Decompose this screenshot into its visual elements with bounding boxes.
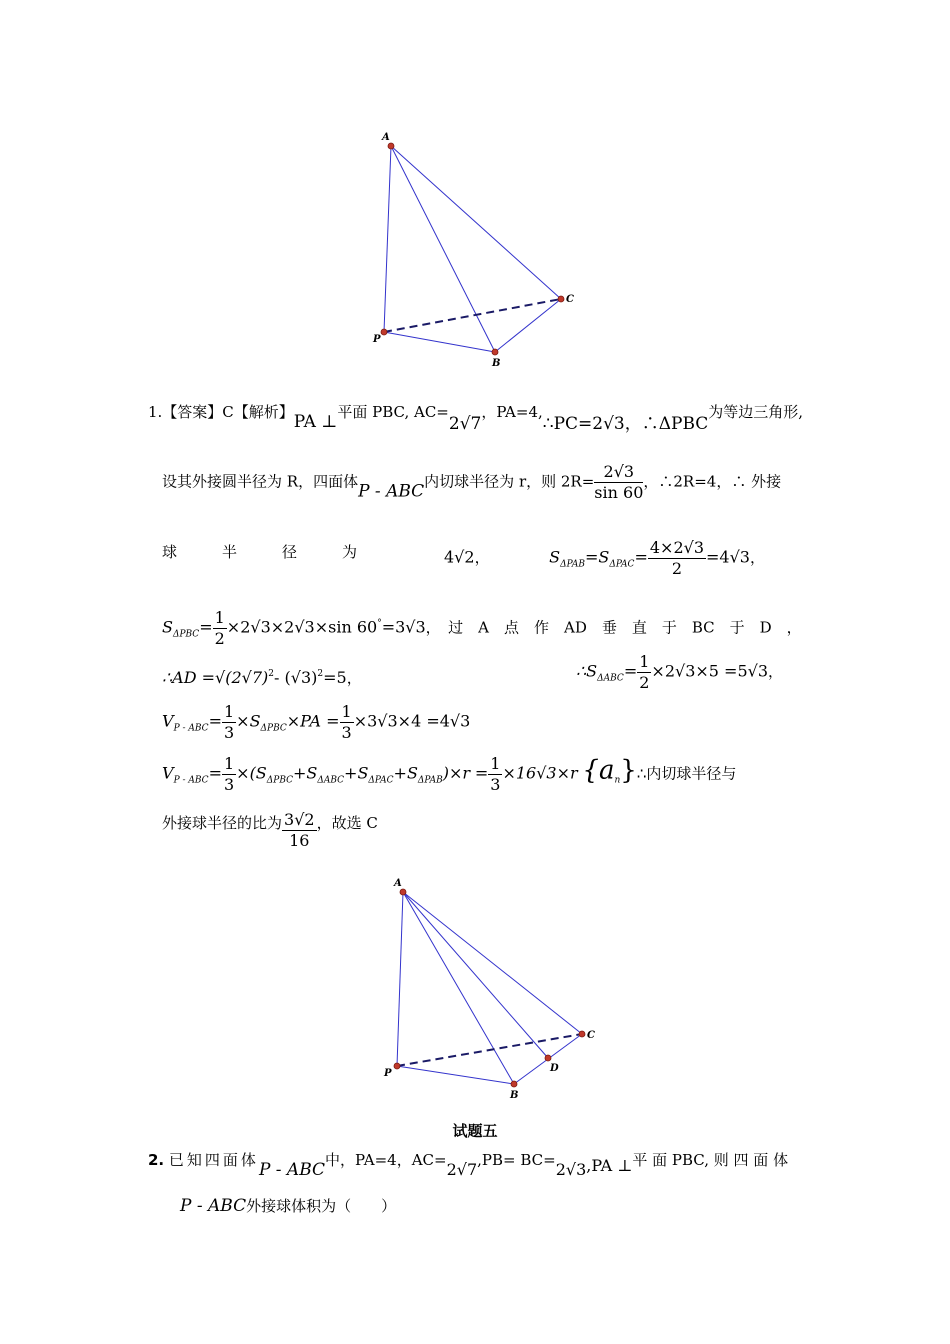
fraction-1-over-2: $\frac{1}{2}$ [214,608,225,648]
vertex-label-a: A [382,132,390,143]
solution-line-3-math: 4√2， $S_{\Delta PAB}=S_{\Delta PAC}=$ $\frac{4\times 2√3}{2}$ =4√3， [444,538,765,578]
problem2-line-2: P - ABC外接球体积为（ ） [180,1196,397,1216]
fraction-2sqrt3-over-sin60: $\frac{2√3}{\sin 60}$ [594,462,644,502]
vertex-label-a-2: A [394,878,402,889]
tetrahedron-figure-2 [372,868,612,1108]
vertex-label-b: B [492,358,501,369]
solution-line-1: 1.【答案】C【解析】PA ⊥平面 PBC, AC=2√7，PA=4,∴PC=2√3，∴ΔPBC为等边三角形, [148,403,804,434]
vertex-label-b-2: B [510,1090,519,1101]
fraction-1-over-2-b: $\frac{1}{2}$ [639,652,650,692]
fraction-4x2sqrt3-over-2: $\frac{4\times 2√3}{2}$ [649,538,704,578]
vertex-label-d-2: D [550,1063,559,1074]
fraction-1-over-3-c: $\frac{1}{3}$ [223,754,235,794]
solution-line-5-right: $\therefore S_{\Delta ABC}=$ $\frac{1}{2}$ ×2√3×5 =5√3， [576,652,784,692]
solution-line-2: 设其外接圆半径为 R，四面体P - ABC内切球半径为 r，则 2R= $\frac{2√3}{\sin 60}$ ，∴2R=4，∴ 外接 [162,462,782,502]
tetrahedron-figure-1 [360,125,600,375]
fraction-1-over-3-b: $\frac{1}{3}$ [341,702,352,742]
problem2-line-1: 2. 已知四面体P - ABC中，PA=4，AC=2√7,PB= BC=2√3,PA ⊥平 面 PBC, 则 四 面 体 [148,1151,789,1180]
vertex-label-p: P [373,334,381,345]
solution-line-3: 球 半 径 为 [162,543,358,561]
solution-line-8: 外接球半径的比为 $\frac{3√2}{16}$ ，故选 C [162,810,378,850]
vertex-label-p-2: P [384,1068,392,1079]
solution-line-6: $V_{P - ABC}=$ $\frac{1}{3}$ $\times S_{\Delta PBC}\times PA$ = $\frac{1}{3}$ ×3√3×4 =4√3 [162,702,471,742]
solution-line-4: $S_{\Delta PBC}=$ $\frac{1}{2}$ ×2√3×2√3×sin 60°=3√3， 过 A 点 作 AD 垂 直 于 BC 于 D ， [162,608,802,648]
solution-line-7: $V_{P - ABC}=$ $\frac{1}{3}$ $\times(S_{\Delta PBC}+S_{\Delta ABC}+S_{\Delta PAC}+S_{\Delta PAB})\times r$ = $\frac{1}{3}$ ×16√3×r $\{a_n\}\therefore$内切球半径与 [162,754,737,794]
vertex-label-c: C [566,294,574,305]
fraction-1-over-3: $\frac{1}{3}$ [223,702,235,742]
solution-line-5: ∴AD $=√(2√7)^2-$ $(√3)^2=5$， [162,668,362,687]
fraction-1-over-3-d: $\frac{1}{3}$ [490,754,501,794]
vertex-label-c-2: C [587,1030,595,1041]
fraction-3sqrt2-over-16: $\frac{3√2}{16}$ [284,810,315,850]
section-title: 试题五 [452,1122,498,1140]
